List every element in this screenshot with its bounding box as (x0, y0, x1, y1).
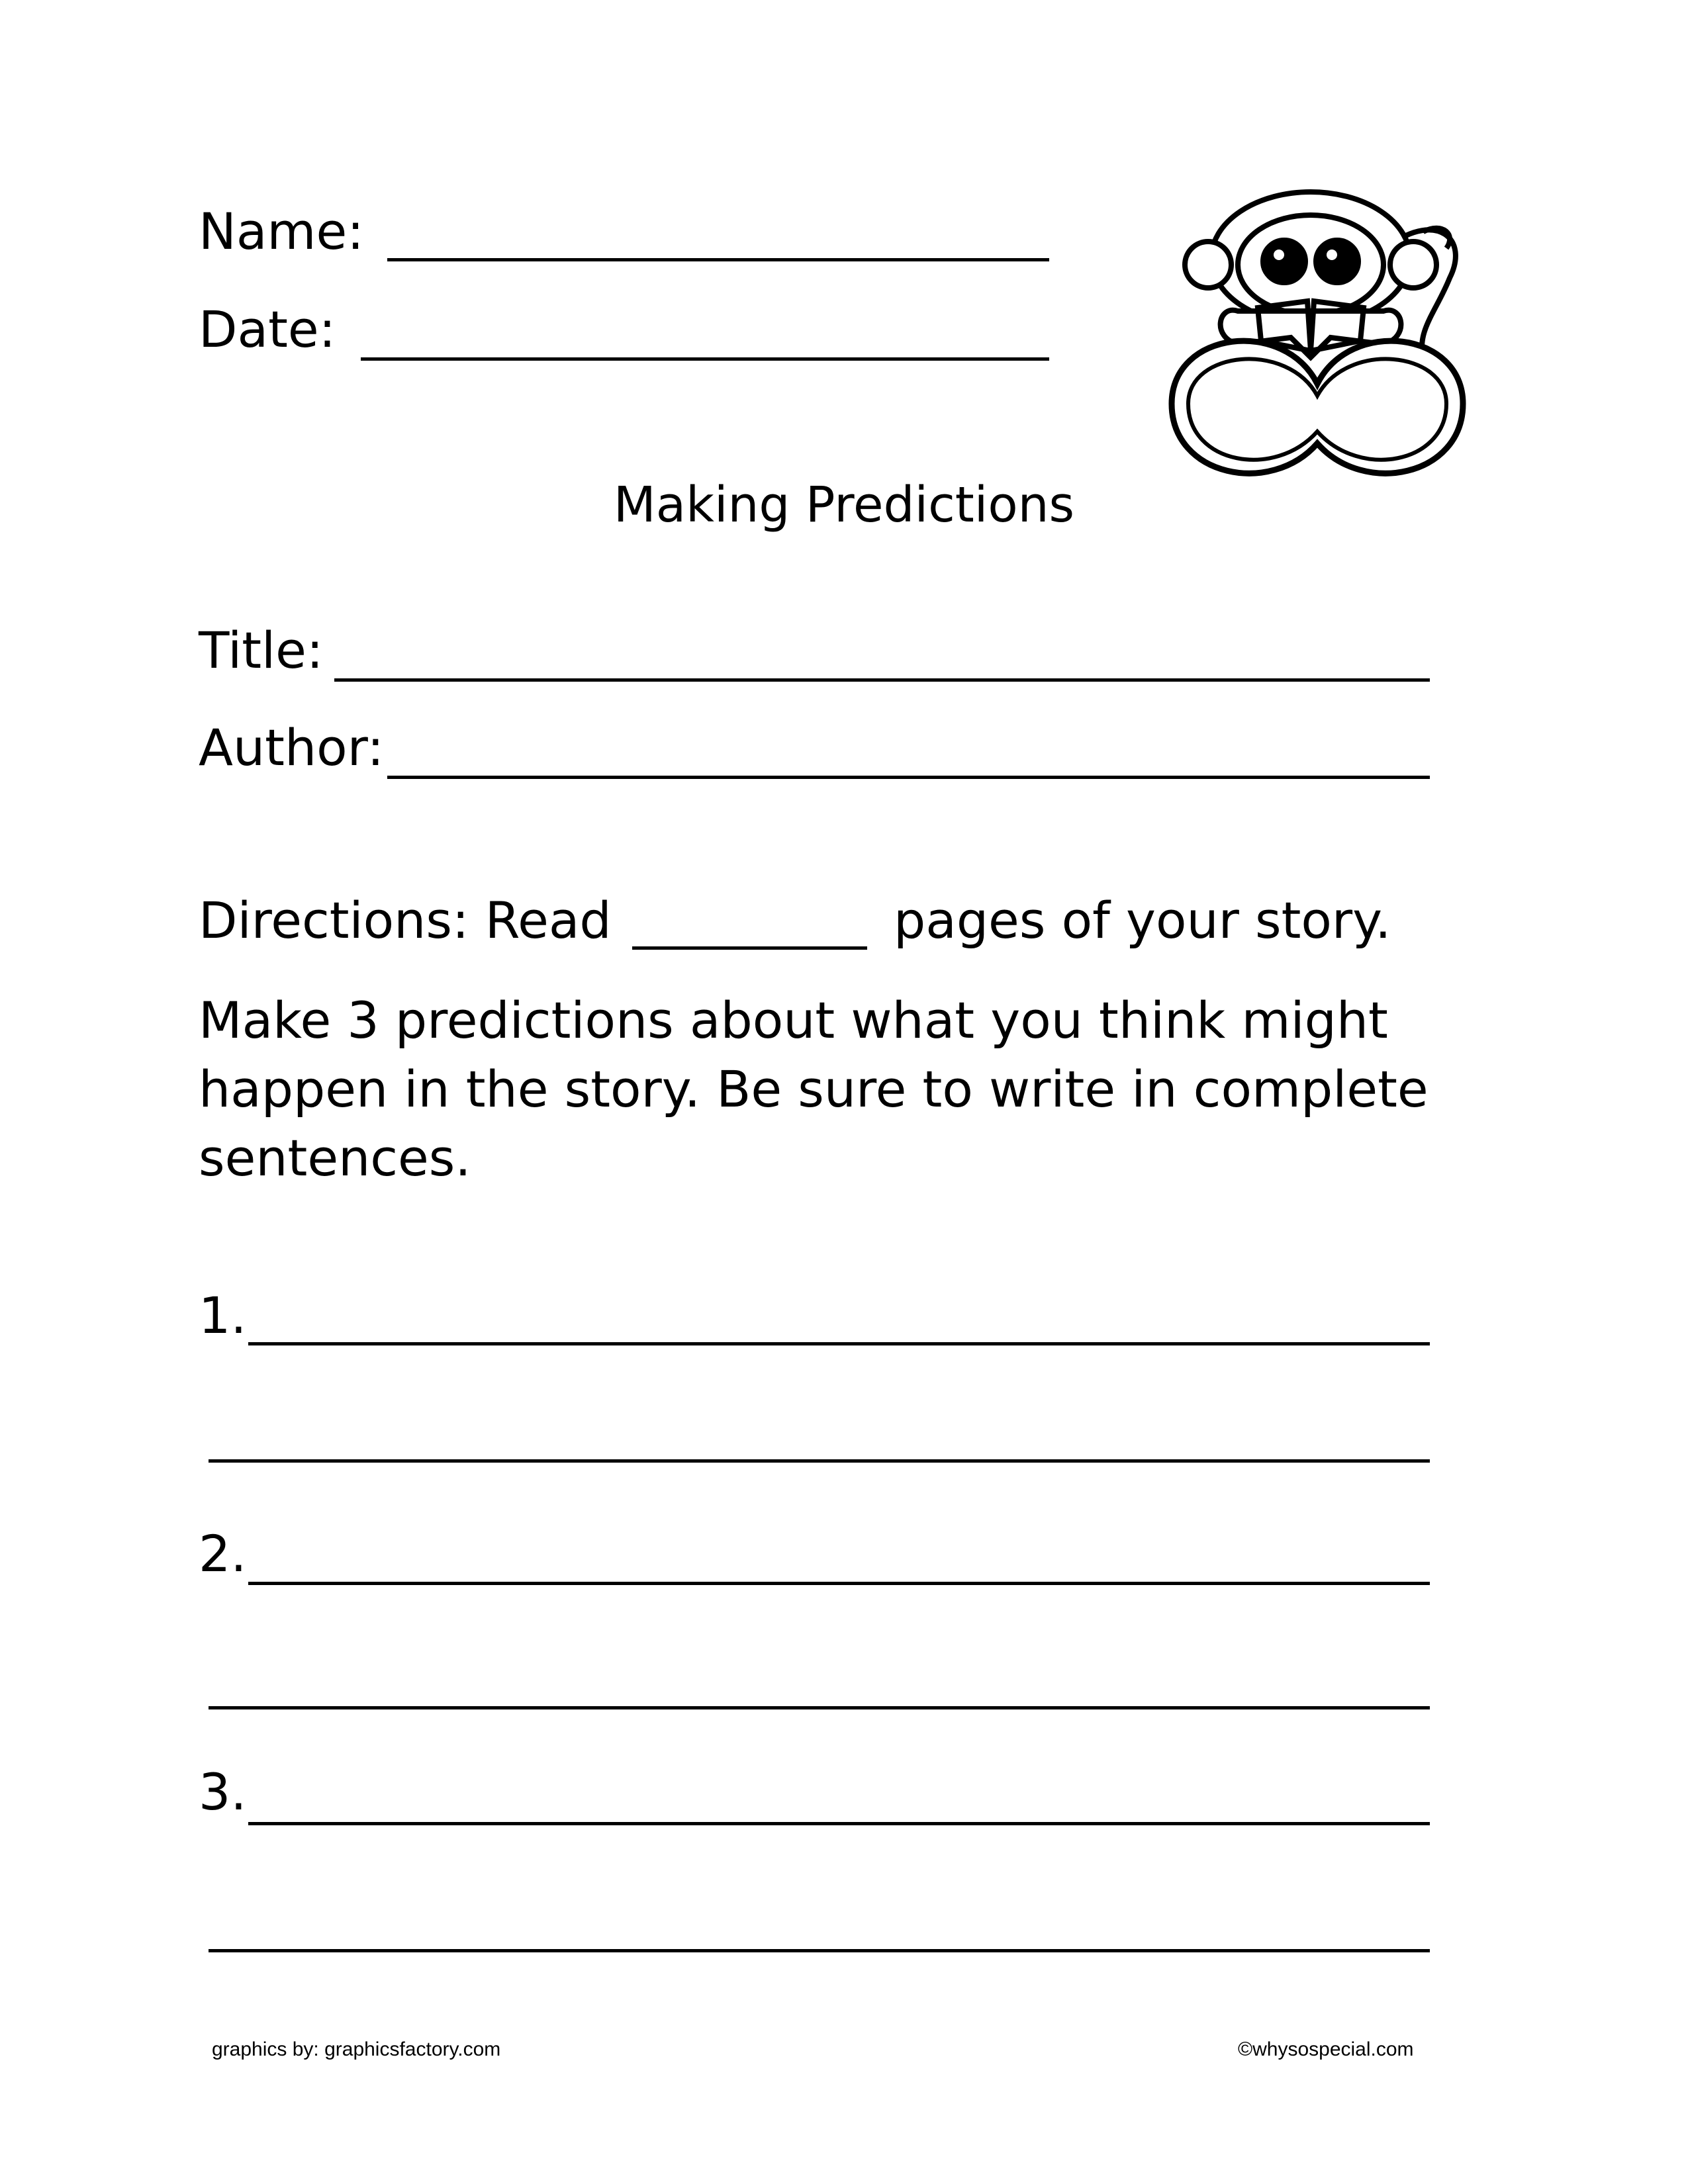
book-title-label: Title: (199, 621, 324, 680)
prediction-2-number: 2. (199, 1524, 247, 1583)
book-author-field-line[interactable] (387, 776, 1430, 779)
directions-instructions: Make 3 predictions about what you think might happen in the story. Be sure to write in complete sentences. (199, 991, 1429, 1187)
book-title-field-line[interactable] (334, 678, 1430, 682)
directions-read-prefix: Directions: Read (199, 891, 612, 950)
prediction-1-number: 1. (199, 1286, 247, 1345)
directions-read-suffix: pages of your story. (894, 891, 1391, 950)
date-field-line[interactable] (361, 357, 1049, 361)
pages-count-field-line[interactable] (632, 946, 867, 950)
prediction-3-number: 3. (199, 1762, 247, 1821)
footer-copyright: ©whysospecial.com (1238, 2038, 1414, 2060)
book-author-label: Author: (199, 718, 385, 777)
prediction-1-line-2[interactable] (209, 1459, 1430, 1463)
prediction-2-line-1[interactable] (248, 1582, 1430, 1585)
prediction-3-line-1[interactable] (248, 1822, 1430, 1825)
footer-credit: graphics by: graphicsfactory.com (212, 2038, 501, 2060)
prediction-1-line-1[interactable] (248, 1342, 1430, 1345)
page-title: Making Predictions (613, 477, 1075, 533)
prediction-2-line-2[interactable] (209, 1706, 1430, 1709)
name-field-line[interactable] (387, 258, 1049, 261)
date-label: Date: (199, 300, 336, 359)
monkey-reading-book-icon (1158, 185, 1476, 516)
prediction-3-line-2[interactable] (209, 1949, 1430, 1952)
name-label: Name: (199, 202, 364, 261)
